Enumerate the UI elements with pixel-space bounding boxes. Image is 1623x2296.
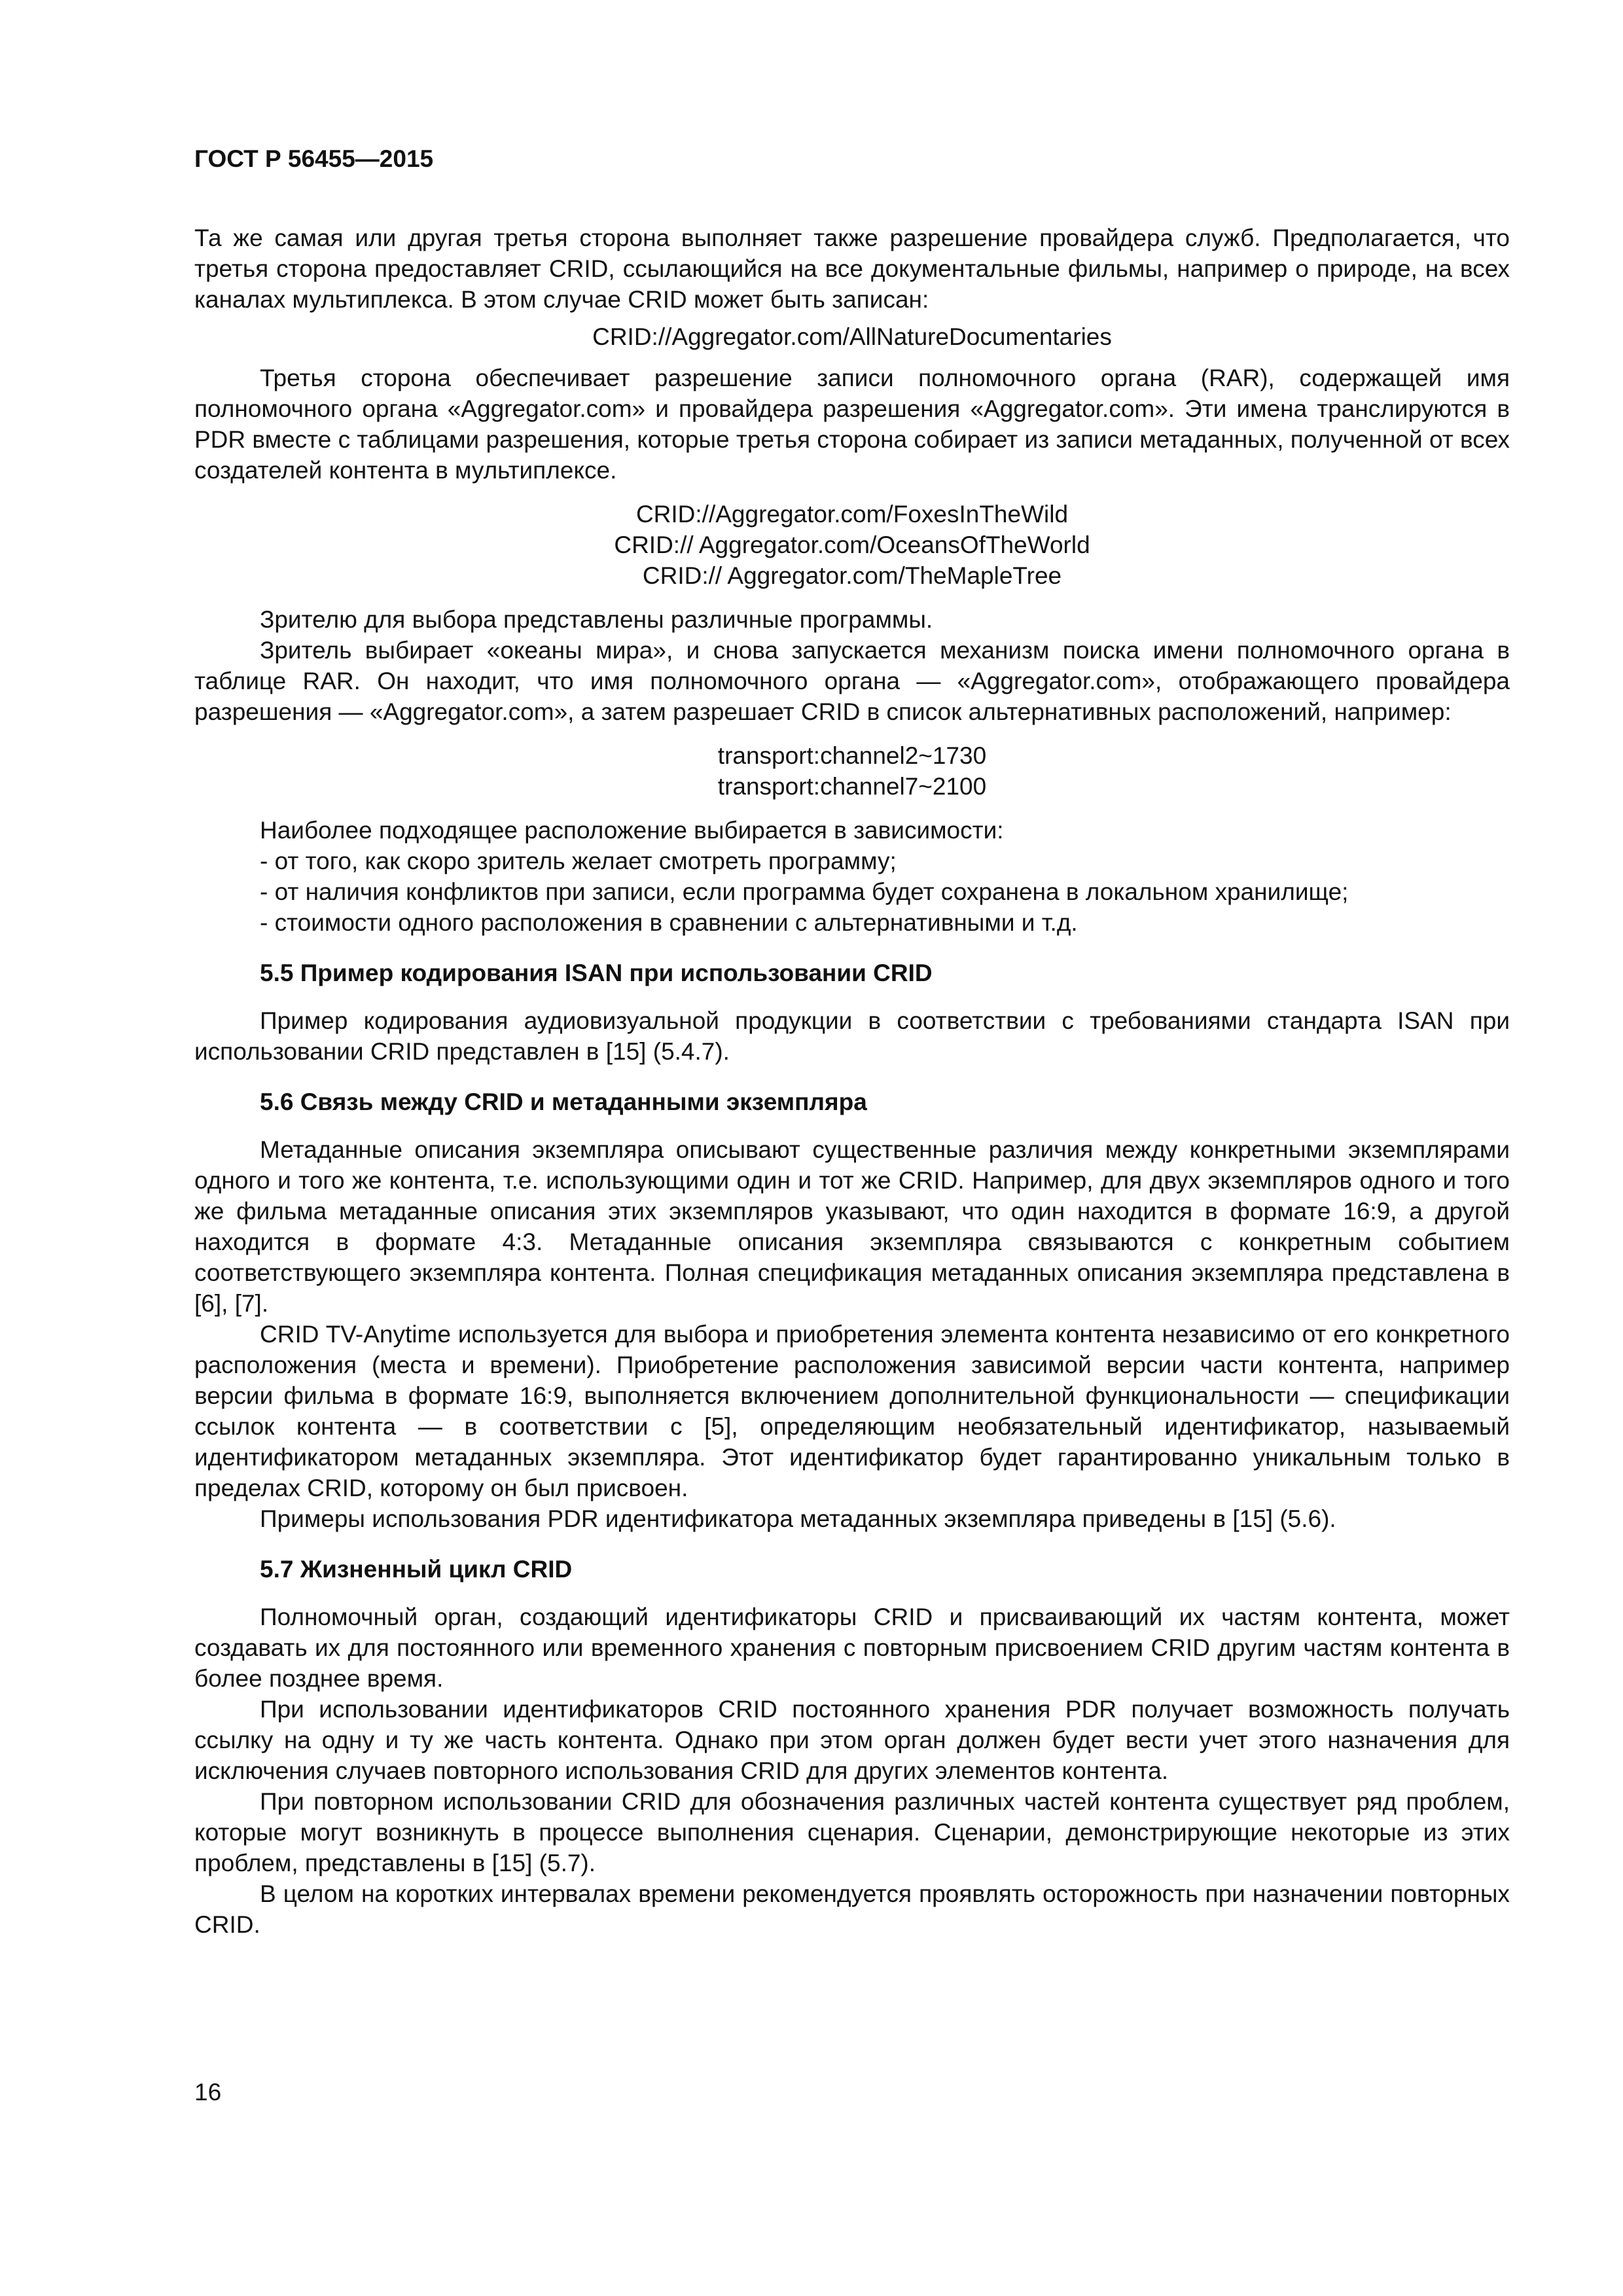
paragraph: Та же самая или другая третья сторона выполняет также разрешение провайдера служб. Предполагается, что третья сторона предоставляет CRID, ссылающийся на все документальные фильмы, например о природе, на всех каналах мультиплекса. В этом случае CRID может быть записан: (194, 224, 1510, 313)
crid-example: CRID://Aggregator.com/AllNatureDocumentaries (592, 323, 1112, 350)
transport-list (194, 740, 1510, 802)
paragraph: Метаданные описания экземпляра описывают существенные различия между конкретными экземплярами одного и того же контента, т.е. использующими один и тот же CRID. Например, для двух экземпляров одного и того же фильма метаданные описания этих экземпляров указывают, что один находится в формате 16:9, а другой находится в формате 4:3. Метаданные описания экземпляра связываются с конкретным событием соответствующего экземпляра контента. Полная спецификация метаданных описания экземпляра представлена в [6], [7]. (194, 1136, 1510, 1317)
transport-list-item: transport:channel2~1730 (717, 742, 987, 769)
paragraph: Третья сторона обеспечивает разрешение записи полномочного органа (RAR), содержащей имя полномочного органа «Aggregator.com» и провайдера разрешения «Aggregator.com». Эти имена транслируются в PDR вместе с таблицами разрешения, которые третья сторона собирает из записи метаданных, полученной от всех создателей контента в мультиплексе. (194, 365, 1510, 484)
list-item: - стоимости одного расположения в сравнении с альтернативными и т.д. (260, 909, 1078, 936)
transport-list-item: transport:channel7~2100 (717, 773, 987, 800)
paragraph: Примеры использования PDR идентификатора метаданных экземпляра приведены в [15] (5.6). (260, 1505, 1336, 1532)
paragraph: CRID TV-Anytime используется для выбора и приобретения элемента контента независимо от его конкретного расположения (места и времени). Приобретение расположения зависимой версии части контента, например версии фильма в формате 16:9, выполняется включением дополнительной функциональности — спецификации ссылок контента — в соответствии с [5], определяющим необязательный идентификатор, называемый идентификатором метаданных экземпляра. Этот идентификатор будет гарантированно уникальным только в пределах CRID, которому он был присвоен. (194, 1321, 1510, 1501)
paragraph: Полномочный орган, создающий идентификаторы CRID и присваивающий их частям контента, может создавать их для постоянного или временного хранения с повторным присвоением CRID другим частям контента в более позднее время. (194, 1604, 1510, 1692)
paragraph: Пример кодирования аудиовизуальной продукции в соответствии с требованиями стандарта ISAN при использовании CRID представлен в [15] (5.4.7). (194, 1007, 1510, 1065)
paragraph: В целом на коротких интервалах времени рекомендуется проявлять осторожность при назначении повторных CRID. (194, 1880, 1510, 1938)
paragraph: При использовании идентификаторов CRID постоянного хранения PDR получает возможность получать ссылку на одну и ту же часть контента. Однако при этом орган должен будет вести учет этого назначения для исключения случаев повторного использования CRID для других элементов контента. (194, 1696, 1510, 1784)
section-heading-5-5: 5.5 Пример кодирования ISAN при использовании CRID (260, 960, 933, 986)
crid-list-item: CRID:// Aggregator.com/TheMapleTree (642, 562, 1062, 589)
crid-list-item: CRID:// Aggregator.com/OceansOfTheWorld (614, 531, 1090, 558)
list-item: - от того, как скоро зритель желает смотреть программу; (260, 848, 897, 874)
page-number: 16 (194, 2079, 222, 2106)
paragraph: При повторном использовании CRID для обозначения различных частей контента существует ряд проблем, которые могут возникнуть в процессе выполнения сценария. Сценарии, демонстрирующие некоторые из этих проблем, представлены в [15] (5.7). (194, 1788, 1510, 1876)
paragraph: Зритель выбирает «океаны мира», и снова запускается механизм поиска имени полномочного органа в таблице RAR. Он находит, что имя полномочного органа — «Aggregator.com», отображающего провайдера разрешения — «Aggregator.com», а затем разрешает CRID в список альтернативных расположений, например: (194, 637, 1510, 725)
section-heading-5-7: 5.7 Жизненный цикл CRID (260, 1556, 573, 1583)
section-heading-5-6: 5.6 Связь между CRID и метаданными экземпляра (260, 1088, 867, 1115)
page-body (194, 223, 1510, 1940)
standard-designation: ГОСТ Р 56455—2015 (194, 145, 434, 172)
list-item: - от наличия конфликтов при записи, если программа будет сохранена в локальном хранилище; (260, 878, 1349, 905)
crid-list (194, 499, 1510, 591)
paragraph: Зрителю для выбора представлены различные программы. (260, 606, 933, 633)
crid-list-item: CRID://Aggregator.com/FoxesInTheWild (635, 501, 1069, 528)
paragraph: Наиболее подходящее расположение выбирается в зависимости: (260, 817, 1004, 844)
